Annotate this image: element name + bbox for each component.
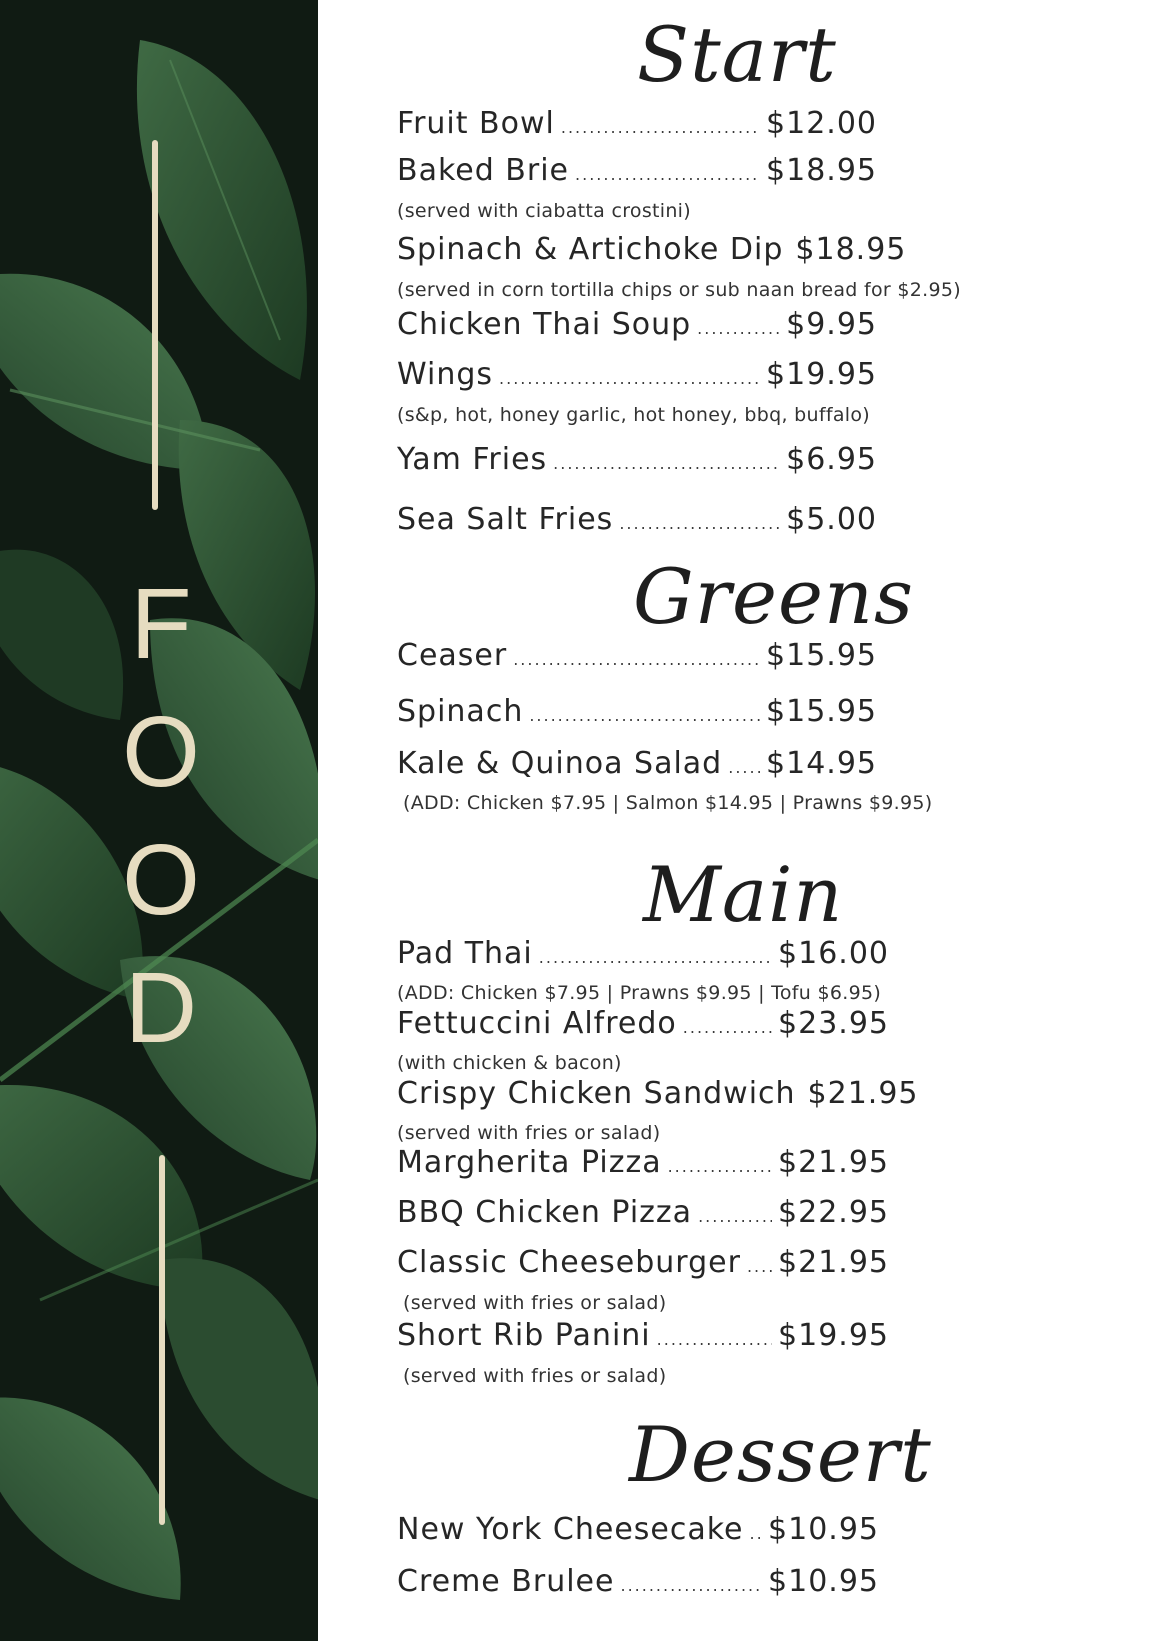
item-note: (ADD: Chicken $7.95 | Salmon $14.95 | Prawns $9.95) — [403, 792, 933, 814]
food-letter: O — [122, 696, 200, 808]
menu-item — [397, 638, 877, 673]
dot-leader — [697, 319, 780, 338]
item-name: Spinach & Artichoke Dip — [397, 232, 784, 267]
item-name: New York Cheesecake — [397, 1512, 744, 1547]
item-note: (served with fries or salad) — [403, 1292, 667, 1314]
menu-item — [397, 1076, 919, 1111]
item-price: $19.95 — [766, 357, 877, 392]
item-price: $16.00 — [778, 936, 889, 971]
dot-leader — [529, 706, 760, 725]
dot-leader — [728, 758, 760, 777]
item-note: (with chicken & bacon) — [397, 1052, 622, 1074]
item-price: $10.95 — [768, 1564, 879, 1599]
dot-leader — [575, 165, 760, 184]
section-title-start: Start — [637, 10, 837, 99]
food-vertical-title — [96, 560, 226, 1072]
menu-item — [397, 153, 877, 188]
menu-item — [397, 106, 877, 141]
item-price: $6.95 — [786, 442, 877, 477]
menu-item — [397, 1512, 879, 1547]
dot-leader — [657, 1330, 772, 1349]
menu-item — [397, 1318, 889, 1353]
menu-item — [397, 232, 907, 267]
item-name: Spinach — [397, 694, 524, 729]
item-note: (served with fries or salad) — [397, 1122, 661, 1144]
dot-leader — [513, 650, 760, 669]
food-letter: O — [122, 824, 200, 936]
item-price: $15.95 — [766, 638, 877, 673]
item-price: $15.95 — [766, 694, 877, 729]
item-price: $10.95 — [768, 1512, 879, 1547]
item-price: $14.95 — [766, 746, 877, 781]
menu-item — [397, 1564, 879, 1599]
item-name: Baked Brie — [397, 153, 570, 188]
menu-item — [397, 1195, 889, 1230]
item-price: $18.95 — [766, 153, 877, 188]
item-name: Pad Thai — [397, 936, 533, 971]
item-note: (s&p, hot, honey garlic, hot honey, bbq, buffalo) — [397, 404, 871, 426]
section-title-dessert: Dessert — [629, 1410, 932, 1499]
dot-leader — [561, 118, 760, 137]
item-note: (served with ciabatta crostini) — [397, 200, 691, 222]
menu-item — [397, 936, 889, 971]
item-price: $23.95 — [778, 1006, 889, 1041]
menu-item — [397, 502, 877, 537]
item-name: Classic Cheeseburger — [397, 1245, 741, 1280]
item-name: Yam Fries — [397, 442, 548, 477]
item-name: Margherita Pizza — [397, 1145, 662, 1180]
item-price: $22.95 — [778, 1195, 889, 1230]
divider-line-bottom — [159, 1155, 165, 1525]
item-price: $18.95 — [795, 232, 907, 267]
item-name: Sea Salt Fries — [397, 502, 614, 537]
item-name: Fruit Bowl — [397, 106, 555, 141]
foliage-panel — [0, 0, 318, 1641]
item-price: $21.95 — [807, 1076, 919, 1111]
dot-leader — [747, 1257, 772, 1276]
menu-item — [397, 442, 877, 477]
item-note: (served in corn tortilla chips or sub naan bread for $2.95) — [397, 279, 961, 301]
section-title-greens: Greens — [633, 552, 914, 641]
item-name: Crispy Chicken Sandwich — [397, 1076, 796, 1111]
menu-list — [397, 0, 1117, 1641]
item-note: (served with fries or salad) — [403, 1365, 667, 1387]
item-price: $19.95 — [778, 1318, 889, 1353]
item-price: $12.00 — [766, 106, 877, 141]
item-price: $21.95 — [778, 1145, 889, 1180]
item-name: Short Rib Panini — [397, 1318, 651, 1353]
item-name: Chicken Thai Soup — [397, 307, 692, 342]
item-name: Ceaser — [397, 638, 508, 673]
dot-leader — [539, 948, 772, 967]
menu-item — [397, 1145, 889, 1180]
item-note: (ADD: Chicken $7.95 | Prawns $9.95 | Tofu $6.95) — [397, 982, 882, 1004]
food-letter: D — [124, 952, 198, 1064]
item-name: Fettuccini Alfredo — [397, 1006, 677, 1041]
menu-item — [397, 307, 877, 342]
menu-item — [397, 694, 877, 729]
item-name: BBQ Chicken Pizza — [397, 1195, 693, 1230]
menu-item — [397, 1006, 889, 1041]
item-name: Kale & Quinoa Salad — [397, 746, 723, 781]
dot-leader — [750, 1524, 763, 1543]
dot-leader — [499, 369, 760, 388]
item-name: Creme Brulee — [397, 1564, 615, 1599]
menu-item — [397, 357, 877, 392]
dot-leader — [683, 1018, 772, 1037]
item-price: $21.95 — [778, 1245, 889, 1280]
item-name: Wings — [397, 357, 494, 392]
item-price: $5.00 — [786, 502, 877, 537]
dot-leader — [619, 514, 780, 533]
menu-item — [397, 746, 877, 781]
item-price: $9.95 — [786, 307, 877, 342]
dot-leader — [698, 1207, 772, 1226]
dot-leader — [553, 454, 780, 473]
section-title-main: Main — [643, 850, 844, 939]
menu-item — [397, 1245, 889, 1280]
dot-leader — [620, 1576, 762, 1595]
dot-leader — [668, 1157, 772, 1176]
divider-line-top — [152, 140, 158, 510]
food-letter: F — [130, 568, 192, 680]
